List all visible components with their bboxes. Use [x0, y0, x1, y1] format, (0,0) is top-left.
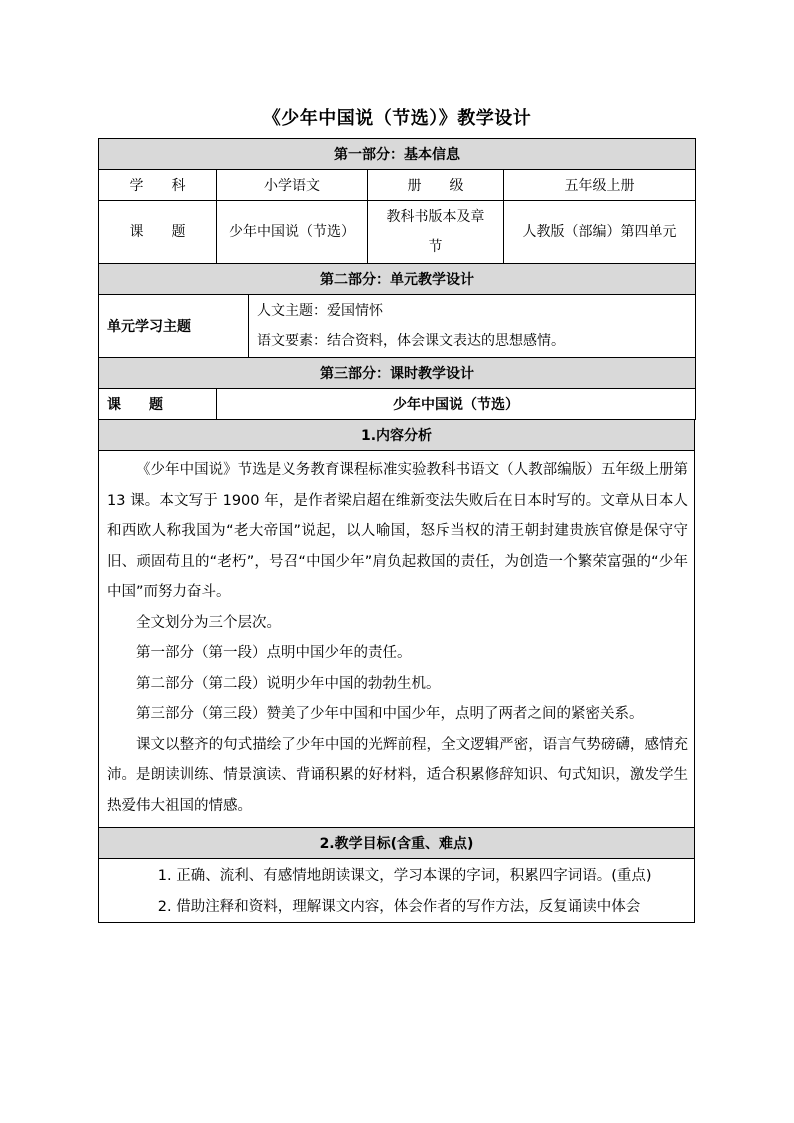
unit-theme-line1: 人文主题：爱国情怀: [257, 303, 383, 319]
lesson-topic-value: 少年中国说（节选）: [217, 389, 696, 420]
content-analysis-table: [98, 419, 695, 828]
analysis-paragraph: 第一部分（第一段）点明中国少年的责任。: [136, 645, 412, 661]
unit-theme-content: [249, 295, 696, 358]
subject-label: 学 科: [99, 170, 217, 201]
subject-value: 小学语文: [217, 170, 368, 201]
lesson-plan-table: [98, 138, 695, 923]
teaching-goals-header: 2.教学目标(含重、难点): [99, 828, 695, 859]
content-analysis-header: 1.内容分析: [99, 420, 695, 451]
part3-table: [98, 357, 696, 420]
part2-table: [98, 263, 696, 358]
part1-table: [98, 138, 696, 264]
analysis-paragraph: 第三部分（第三段）赞美了少年中国和中国少年，点明了两者之间的紧密关系。: [136, 706, 644, 722]
part3-header: 第三部分：课时教学设计: [99, 358, 696, 389]
lesson-topic-label: 课 题: [99, 389, 217, 420]
edition-value: 人教版（部编）第四单元: [504, 201, 696, 264]
goal-item: 1. 正确、流利、有感情地朗读课文，学习本课的字词，积累四字词语。(重点): [157, 868, 652, 884]
document-title: 《少年中国说（节选）》教学设计: [262, 108, 532, 129]
unit-theme-label: 单元学习主题: [99, 295, 249, 358]
analysis-paragraph: 课文以整齐的句式描绘了少年中国的光辉前程，全文逻辑严密，语言气势磅礴，感情充沛。是朗读训练、情景演读、背诵积累的好材料，适合积累修辞知识、句式知识，激发学生热爱伟大祖国的情感。: [107, 736, 688, 814]
unit-theme-line2: 语文要素：结合资料，体会课文表达的思想感情。: [257, 333, 565, 349]
analysis-paragraph: 全文划分为三个层次。: [136, 614, 281, 631]
content-analysis-body: [99, 451, 695, 828]
part2-header: 第二部分：单元教学设计: [99, 264, 696, 295]
analysis-paragraph: 《少年中国说》节选是义务教育课程标准实验教科书语文（人教部编版）五年级上册第 13 课。本文写于 1900 年，是作者梁启超在维新变法失败后在日本时写的。文章从日本人和西欧人称我国为“老大帝国”说起，以人喻国，怒斥当权的清王朝封建贵族官僚是保守守旧、顽固苟且的“老朽”，号召“中国少年”肩负起救国的责任，为创造一个繁荣富强的“少年中国”而努力奋斗。: [107, 462, 688, 600]
edition-label: 教科书版本及章节: [368, 201, 504, 264]
volume-label: 册 级: [368, 170, 504, 201]
topic-label: 课 题: [99, 201, 217, 264]
topic-value: 少年中国说（节选）: [217, 201, 368, 264]
volume-value: 五年级上册: [504, 170, 696, 201]
goal-item: 2. 借助注释和资料，理解课文内容，体会作者的写作方法，反复诵读中体会: [157, 898, 641, 915]
teaching-goals-body: [99, 859, 695, 923]
part1-header: 第一部分：基本信息: [99, 139, 696, 170]
teaching-goals-table: [98, 827, 695, 923]
analysis-paragraph: 第二部分（第二段）说明少年中国的勃勃生机。: [136, 675, 441, 692]
